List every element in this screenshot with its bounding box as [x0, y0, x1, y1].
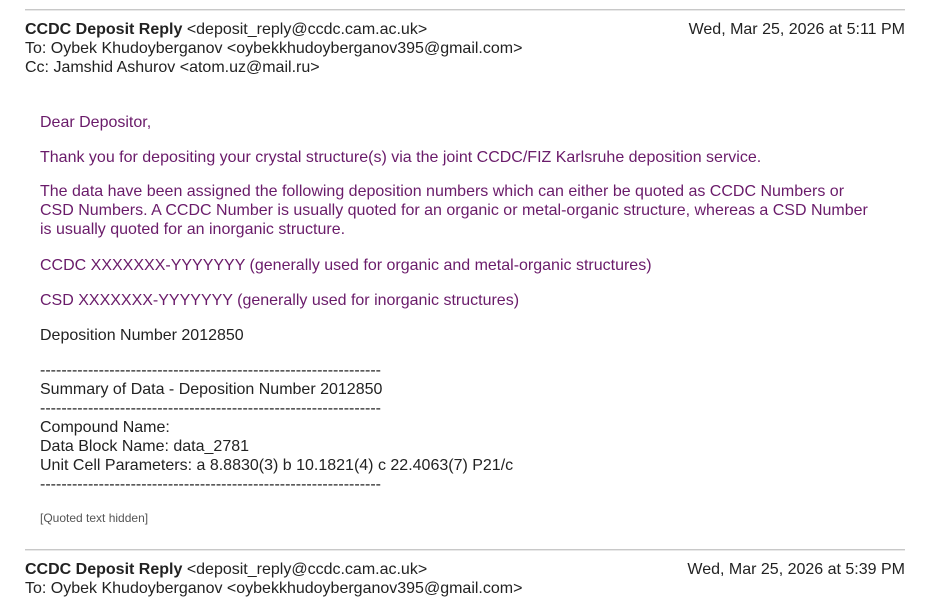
summary-block	[40, 361, 890, 494]
csd-number-line: CSD XXXXXXX-YYYYYYY (generally used for inorganic structures)	[40, 292, 520, 309]
message-divider	[25, 549, 905, 551]
compound-name: Compound Name:	[40, 419, 170, 436]
assigned-paragraph	[40, 182, 890, 239]
message-header	[25, 560, 905, 598]
sender-email: <deposit_reply@ccdc.cam.ac.uk>	[186, 21, 428, 38]
assigned-line-2: CSD Numbers. A CCDC Number is usually quoted for an organic or metal-organic structure, whereas a CSD Number	[40, 202, 868, 219]
assigned-line-3: is usually quoted for an inorganic structure.	[40, 221, 346, 238]
thanks-paragraph: Thank you for depositing your crystal structure(s) via the joint CCDC/FIZ Karlsruhe deposition service.	[40, 149, 762, 166]
sender-line	[25, 20, 905, 39]
sender-name[interactable]: CCDC Deposit Reply	[25, 561, 183, 578]
message-divider-top	[25, 9, 905, 11]
message-header	[25, 20, 905, 77]
data-block-name: Data Block Name: data_2781	[40, 438, 250, 455]
unit-cell-parameters: Unit Cell Parameters: a 8.8830(3) b 10.1821(4) c 22.4063(7) P21/c	[40, 457, 514, 474]
separator-line: ----------------------------------------------------------------	[40, 362, 381, 379]
summary-title: Summary of Data - Deposition Number 2012850	[40, 381, 383, 398]
message-date: Wed, Mar 25, 2026 at 5:39 PM	[687, 561, 905, 578]
sender-line	[25, 560, 905, 579]
deposition-number: Deposition Number 2012850	[40, 327, 244, 344]
assigned-line-1: The data have been assigned the following deposition numbers which can either be quoted as CCDC Numbers or	[40, 183, 845, 200]
message-date: Wed, Mar 25, 2026 at 5:11 PM	[688, 21, 905, 38]
quoted-text-hidden-link[interactable]: [Quoted text hidden]	[40, 511, 149, 525]
recipient-to: To: Oybek Khudoyberganov <oybekkhudoyberganov395@gmail.com>	[25, 40, 523, 57]
sender-name[interactable]: CCDC Deposit Reply	[25, 21, 183, 38]
recipient-to: To: Oybek Khudoyberganov <oybekkhudoyberganov395@gmail.com>	[25, 580, 523, 597]
separator-line: ----------------------------------------------------------------	[40, 476, 381, 493]
separator-line: ----------------------------------------------------------------	[40, 400, 381, 417]
sender-email: <deposit_reply@ccdc.cam.ac.uk>	[186, 561, 428, 578]
ccdc-number-line: CCDC XXXXXXX-YYYYYYY (generally used for organic and metal-organic structures)	[40, 257, 652, 274]
greeting-text: Dear Depositor,	[40, 114, 152, 131]
recipient-cc: Cc: Jamshid Ashurov <atom.uz@mail.ru>	[25, 59, 320, 76]
